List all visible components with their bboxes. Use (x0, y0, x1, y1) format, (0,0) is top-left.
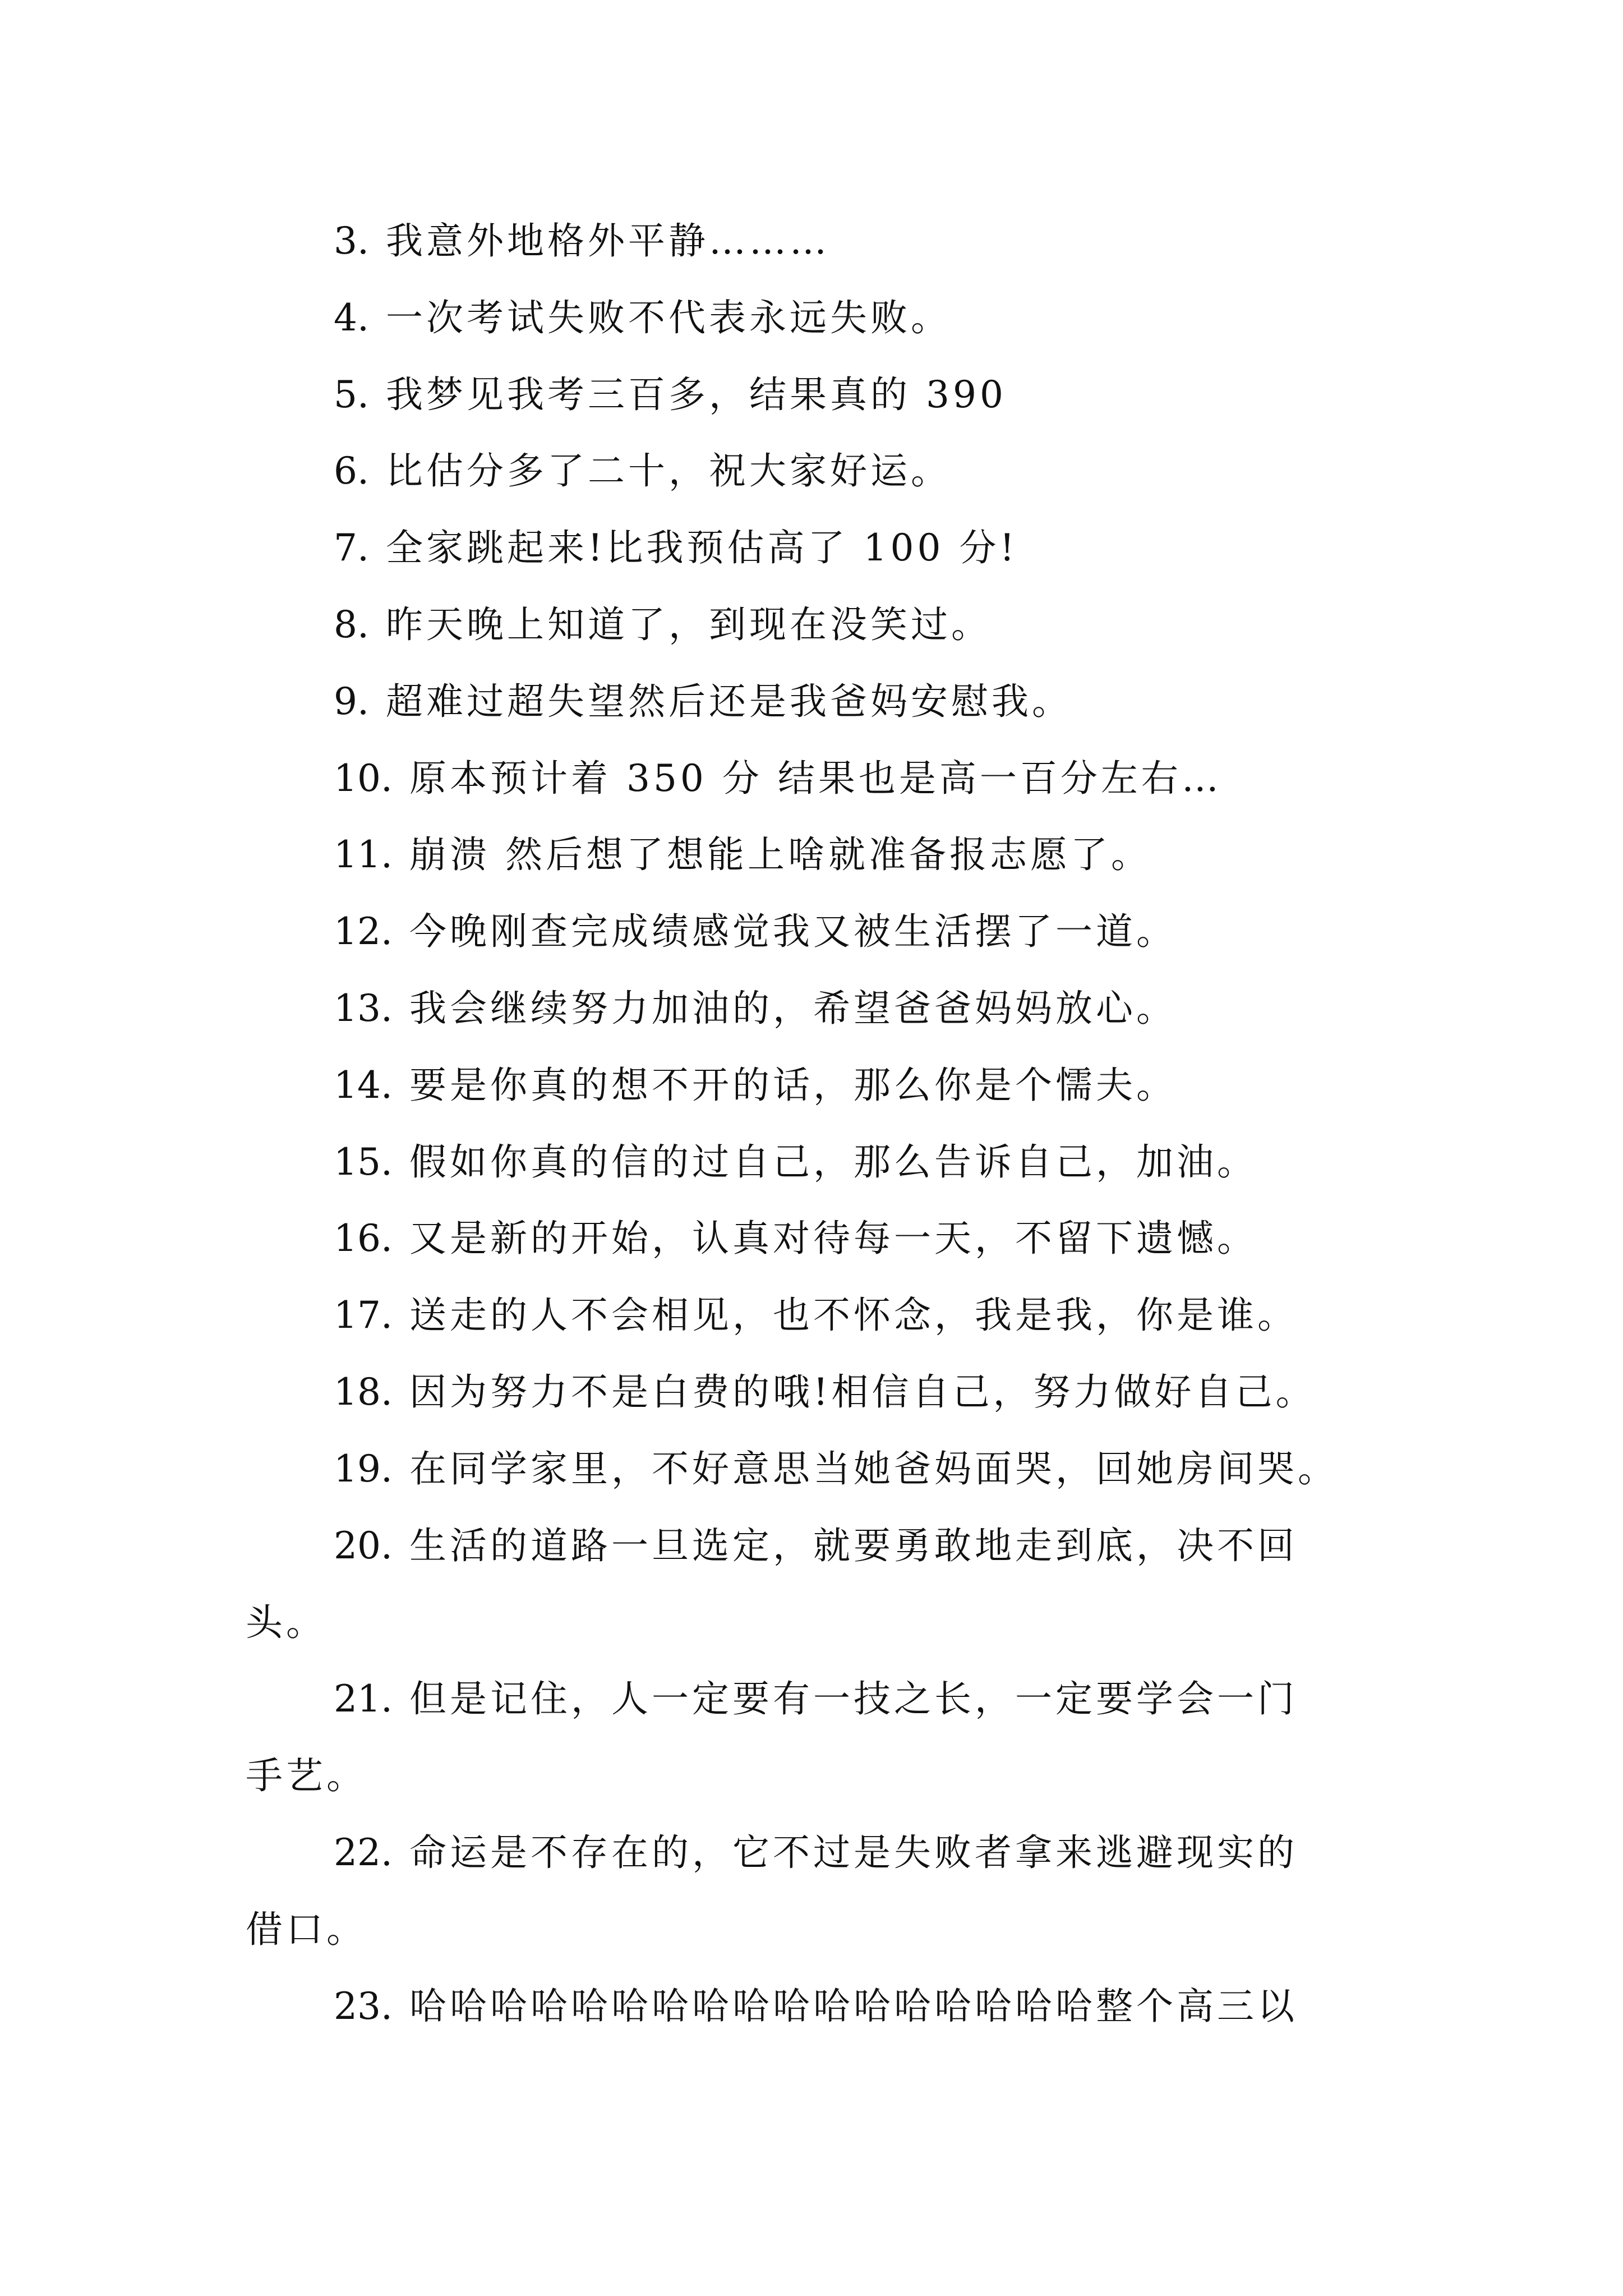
item-number: 5. (334, 373, 369, 416)
list-item (334, 1830, 1298, 1875)
item-text: 原本预计着 350 分 结果也是高一百分左右… (409, 757, 1222, 800)
list-item (334, 1984, 1298, 2029)
list-item (334, 526, 1018, 570)
item-text-continuation: 手艺。 (246, 1754, 367, 1797)
item-number: 15. (334, 1140, 393, 1184)
list-item-continuation (246, 1754, 367, 1798)
item-text: 因为努力不是白费的哦!相信自己，努力做好自己。 (409, 1370, 1316, 1414)
item-text: 崩溃 然后想了想能上啥就准备报志愿了。 (409, 833, 1151, 876)
item-number: 14. (334, 1064, 393, 1107)
item-number: 4. (334, 296, 369, 339)
item-number: 13. (334, 987, 393, 1030)
item-number: 18. (334, 1370, 393, 1414)
item-text: 在同学家里，不好意思当她爸妈面哭，回她房间哭。 (409, 1447, 1338, 1490)
item-text: 全家跳起来!比我预估高了 100 分! (385, 526, 1018, 569)
item-text: 生活的道路一旦选定，就要勇敢地走到底，决不回 (409, 1524, 1298, 1567)
list-item (334, 602, 992, 647)
list-item (334, 1370, 1316, 1415)
list-item (334, 372, 1007, 417)
item-text: 超难过超失望然后还是我爸妈安慰我。 (385, 680, 1072, 723)
item-text: 我会继续努力加油的，希望爸爸妈妈放心。 (409, 987, 1177, 1030)
item-text: 命运是不存在的，它不过是失败者拿来逃避现实的 (409, 1831, 1298, 1874)
item-number: 21. (334, 1677, 393, 1720)
item-number: 10. (334, 757, 393, 800)
list-item (334, 219, 830, 264)
item-number: 3. (334, 219, 369, 263)
item-text: 假如你真的信的过自己，那么告诉自己，加油。 (409, 1140, 1257, 1184)
item-number: 20. (334, 1524, 393, 1567)
list-item (334, 1677, 1298, 1722)
list-item-continuation (246, 1600, 326, 1645)
item-number: 16. (334, 1217, 393, 1260)
list-item-continuation (246, 1907, 367, 1952)
item-number: 17. (334, 1294, 393, 1337)
item-text: 要是你真的想不开的话，那么你是个懦夫。 (409, 1064, 1177, 1107)
list-item (334, 986, 1177, 1031)
list-item (334, 1216, 1257, 1261)
item-text-continuation: 头。 (246, 1601, 326, 1644)
list-item (334, 1293, 1298, 1338)
list-item (334, 449, 951, 494)
item-text: 一次考试失败不代表永远失败。 (385, 296, 951, 339)
list-item (334, 679, 1072, 724)
item-text: 今晚刚查完成绩感觉我又被生活摆了一道。 (409, 910, 1177, 953)
item-number: 7. (334, 526, 369, 569)
item-number: 23. (334, 1985, 393, 2028)
item-number: 19. (334, 1447, 393, 1490)
item-text: 昨天晚上知道了，到现在没笑过。 (385, 603, 992, 646)
item-text: 又是新的开始，认真对待每一天，不留下遗憾。 (409, 1217, 1257, 1260)
item-number: 11. (334, 833, 393, 876)
item-number: 8. (334, 603, 369, 646)
item-number: 22. (334, 1831, 393, 1874)
item-text-continuation: 借口。 (246, 1908, 367, 1951)
item-number: 12. (334, 910, 393, 953)
list-item (334, 832, 1151, 877)
list-item (334, 1447, 1338, 1492)
list-item (334, 1140, 1257, 1185)
list-item (334, 296, 951, 341)
list-item (334, 1063, 1177, 1108)
list-item (334, 909, 1177, 954)
item-text: 哈哈哈哈哈哈哈哈哈哈哈哈哈哈哈哈哈整个高三以 (409, 1985, 1298, 2028)
item-text: 但是记住，人一定要有一技之长，一定要学会一门 (409, 1677, 1298, 1720)
item-text: 我意外地格外平静……… (385, 219, 830, 263)
list-item (334, 756, 1222, 801)
item-text: 比估分多了二十，祝大家好运。 (385, 449, 951, 493)
item-number: 6. (334, 449, 369, 493)
list-item (334, 1524, 1298, 1568)
item-number: 9. (334, 680, 369, 723)
item-text: 我梦见我考三百多，结果真的 390 (385, 373, 1007, 416)
item-text: 送走的人不会相见，也不怀念，我是我，你是谁。 (409, 1294, 1298, 1337)
